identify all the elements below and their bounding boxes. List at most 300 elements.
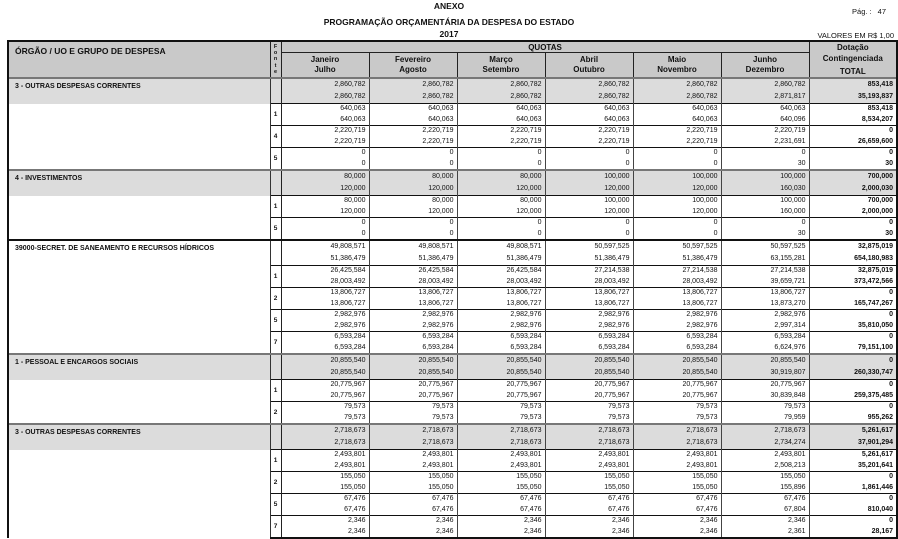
quota-value-first-half: 6,593,284 <box>510 333 542 340</box>
quota-cell <box>457 354 545 380</box>
quota-cell <box>633 472 721 494</box>
quota-value-first-half: 0 <box>537 219 542 226</box>
quota-value-first-half: 26,425,584 <box>418 267 454 274</box>
quota-value-second-half: 2,982,976 <box>686 321 718 329</box>
quota-value-second-half: 51,386,479 <box>418 255 454 262</box>
quota-value-second-half: 2,718,673 <box>510 439 542 446</box>
contingent-value: 700,000 <box>867 197 894 204</box>
quota-value-second-half: 2,220,719 <box>422 137 454 145</box>
fonte-row <box>8 516 897 539</box>
quota-value-first-half: 50,597,525 <box>682 243 718 250</box>
quota-value-second-half: 0 <box>449 159 454 167</box>
quota-value-second-half: 2,220,719 <box>334 137 366 145</box>
quota-cell <box>633 380 721 402</box>
report-title: PROGRAMAÇÃO ORÇAMENTÁRIA DA DESPESA DO ESTADO <box>323 17 575 27</box>
quota-value-first-half: 2,220,719 <box>774 127 806 134</box>
quota-cell <box>545 218 633 241</box>
total-value: 259,375,485 <box>854 391 894 399</box>
quota-value-second-half: 155,050 <box>516 483 542 491</box>
quota-cell <box>545 148 633 171</box>
column-header-month-2 <box>369 53 457 79</box>
quota-value-second-half: 20,855,540 <box>682 369 718 376</box>
quota-value-second-half: 28,003,492 <box>594 277 630 285</box>
fonte-code: 5 <box>270 218 281 241</box>
quota-cell <box>369 218 457 241</box>
quota-value-second-half: 155,050 <box>692 483 718 491</box>
quota-value-first-half: 0 <box>449 219 454 226</box>
quota-value-second-half: 30,839,848 <box>770 391 806 399</box>
quota-value-first-half: 79,573 <box>520 403 542 410</box>
quota-cell <box>281 126 369 148</box>
total-cell <box>809 402 897 425</box>
quota-value-second-half: 20,775,967 <box>594 391 630 399</box>
quota-value-second-half: 67,476 <box>608 505 630 513</box>
page-number: 47 <box>877 7 886 16</box>
quota-value-first-half: 100,000 <box>692 173 718 180</box>
fonte-row <box>8 494 897 516</box>
quota-value-second-half: 2,346 <box>611 527 630 535</box>
quota-value-second-half: 6,593,284 <box>422 343 454 351</box>
quota-value-first-half: 20,855,540 <box>330 357 366 364</box>
row-label: 3 - OUTRAS DESPESAS CORRENTES <box>8 424 270 450</box>
fonte-row <box>8 196 897 218</box>
quota-value-first-half: 67,476 <box>784 495 806 502</box>
quota-value-first-half: 2,493,801 <box>422 451 454 458</box>
total-value: 373,472,566 <box>854 277 894 285</box>
quota-cell <box>281 332 369 355</box>
quota-value-second-half: 13,806,727 <box>594 299 630 307</box>
quota-value-first-half: 155,050 <box>692 473 718 480</box>
month-first-half: Maio <box>667 55 687 64</box>
contingent-value: 700,000 <box>867 173 894 180</box>
row-label <box>8 148 270 171</box>
total-value: 30 <box>885 159 894 167</box>
quota-value-second-half: 2,493,801 <box>686 461 718 469</box>
quota-value-second-half: 79,573 <box>696 413 718 421</box>
quota-value-second-half: 2,346 <box>699 527 718 535</box>
quota-cell <box>721 240 809 266</box>
quota-value-first-half: 155,050 <box>516 473 542 480</box>
quota-value-second-half: 67,476 <box>696 505 718 513</box>
quota-value-second-half: 13,806,727 <box>682 299 718 307</box>
quota-cell <box>545 78 633 104</box>
quota-value-first-half: 100,000 <box>692 197 718 204</box>
fonte-code <box>270 240 281 266</box>
fonte-code: 7 <box>270 516 281 539</box>
quota-cell <box>457 516 545 539</box>
quota-cell <box>457 402 545 425</box>
quota-value-second-half: 155,050 <box>340 483 366 491</box>
total-cell <box>809 266 897 288</box>
quota-value-first-half: 2,493,801 <box>598 451 630 458</box>
quota-value-second-half: 20,775,967 <box>330 391 366 399</box>
quota-value-first-half: 13,806,727 <box>418 289 454 296</box>
fonte-row <box>8 332 897 355</box>
quota-cell <box>633 148 721 171</box>
quota-value-first-half: 80,000 <box>520 197 542 204</box>
quota-cell <box>369 494 457 516</box>
month-second-half: Setembro <box>482 65 520 74</box>
fonte-row <box>8 288 897 310</box>
quota-cell <box>633 170 721 196</box>
fonte-row <box>8 148 897 171</box>
quota-value-second-half: 30,919,807 <box>770 369 806 376</box>
quota-value-first-half: 155,050 <box>604 473 630 480</box>
row-label <box>8 332 270 355</box>
quota-cell <box>633 266 721 288</box>
page-label: Pág. : <box>852 7 872 16</box>
group-row <box>8 78 897 104</box>
page-indicator <box>846 7 886 16</box>
quota-value-second-half: 2,860,782 <box>510 93 542 100</box>
quota-cell <box>369 310 457 332</box>
month-first-half: Abril <box>579 55 599 64</box>
quota-cell <box>457 78 545 104</box>
row-label <box>8 494 270 516</box>
quota-value-first-half: 100,000 <box>780 197 806 204</box>
quota-value-second-half: 2,982,976 <box>334 321 366 329</box>
row-label <box>8 516 270 539</box>
total-value: 2,000,000 <box>861 207 894 215</box>
quota-value-second-half: 0 <box>449 229 454 237</box>
quota-value-second-half: 67,476 <box>520 505 542 513</box>
quota-value-second-half: 640,063 <box>428 115 454 123</box>
quota-cell <box>457 196 545 218</box>
quota-value-second-half: 13,806,727 <box>506 299 542 307</box>
quota-value-first-half: 20,775,967 <box>506 381 542 388</box>
quota-value-first-half: 2,493,801 <box>510 451 542 458</box>
quota-value-first-half: 26,425,584 <box>506 267 542 274</box>
quota-value-second-half: 2,220,719 <box>510 137 542 145</box>
quota-value-second-half: 160,030 <box>780 185 806 192</box>
quota-value-first-half: 2,860,782 <box>334 81 366 88</box>
quota-value-second-half: 120,000 <box>516 207 542 215</box>
row-label <box>8 196 270 218</box>
quota-value-second-half: 28,003,492 <box>506 277 542 285</box>
quota-cell <box>721 266 809 288</box>
quota-cell <box>633 196 721 218</box>
quota-cell <box>545 196 633 218</box>
total-value: 30 <box>885 229 894 237</box>
contingent-value: 0 <box>889 381 894 388</box>
quota-cell <box>545 288 633 310</box>
group-row <box>8 170 897 196</box>
fonte-code: 7 <box>270 332 281 355</box>
quota-cell <box>457 170 545 196</box>
fonte-code <box>270 170 281 196</box>
quota-cell <box>369 472 457 494</box>
quota-value-first-half: 49,808,571 <box>418 243 454 250</box>
month-first-half: Março <box>489 55 513 64</box>
quota-cell <box>721 354 809 380</box>
quota-cell <box>281 472 369 494</box>
quota-value-first-half: 20,775,967 <box>770 381 806 388</box>
quota-cell <box>281 288 369 310</box>
quota-value-first-half: 2,860,782 <box>510 81 542 88</box>
quota-value-first-half: 80,000 <box>432 173 454 180</box>
quota-value-first-half: 0 <box>713 219 718 226</box>
quota-value-second-half: 20,855,540 <box>418 369 454 376</box>
quota-value-second-half: 2,220,719 <box>686 137 718 145</box>
contingent-value: 0 <box>889 289 894 296</box>
quota-value-first-half: 27,214,538 <box>682 267 718 274</box>
total-cell <box>809 424 897 450</box>
quota-cell <box>721 288 809 310</box>
quota-value-first-half: 67,476 <box>608 495 630 502</box>
total-cell <box>809 354 897 380</box>
budget-table <box>7 40 898 539</box>
quota-value-first-half: 100,000 <box>604 197 630 204</box>
quota-value-first-half: 49,808,571 <box>330 243 366 250</box>
quota-value-second-half: 39,659,721 <box>770 277 806 285</box>
quota-value-second-half: 0 <box>625 229 630 237</box>
contingent-value: 5,261,617 <box>861 451 894 458</box>
total-value: 35,201,641 <box>858 461 894 469</box>
quota-cell <box>281 104 369 126</box>
quota-value-first-half: 2,982,976 <box>422 311 454 318</box>
quota-cell <box>545 126 633 148</box>
fonte-row <box>8 266 897 288</box>
row-label: 3 - OUTRAS DESPESAS CORRENTES <box>8 78 270 104</box>
total-value: 810,040 <box>867 505 894 513</box>
column-header-month-4 <box>545 53 633 79</box>
quota-cell <box>369 78 457 104</box>
quota-cell <box>281 402 369 425</box>
group-row <box>8 354 897 380</box>
contingent-value: 32,875,019 <box>858 243 894 250</box>
quota-value-first-half: 100,000 <box>604 173 630 180</box>
quota-cell <box>721 126 809 148</box>
total-header-line3: TOTAL <box>839 67 866 76</box>
quota-value-second-half: 67,476 <box>432 505 454 513</box>
fonte-code: 5 <box>270 494 281 516</box>
row-label <box>8 450 270 472</box>
quota-cell <box>721 332 809 355</box>
quota-value-first-half: 2,860,782 <box>422 81 454 88</box>
contingent-value: 0 <box>889 333 894 340</box>
quota-value-first-half: 20,775,967 <box>418 381 454 388</box>
quota-cell <box>281 240 369 266</box>
total-value: 28,167 <box>871 527 894 535</box>
quota-value-second-half: 0 <box>713 159 718 167</box>
quota-value-first-half: 640,063 <box>780 105 806 112</box>
quota-cell <box>721 310 809 332</box>
quota-value-first-half: 0 <box>361 219 366 226</box>
quota-value-first-half: 20,855,540 <box>594 357 630 364</box>
quota-value-first-half: 155,050 <box>340 473 366 480</box>
quota-value-first-half: 2,982,976 <box>510 311 542 318</box>
row-label <box>8 288 270 310</box>
total-value: 955,262 <box>867 413 894 421</box>
quota-cell <box>369 450 457 472</box>
quota-cell <box>721 494 809 516</box>
quota-value-first-half: 2,860,782 <box>774 81 806 88</box>
quota-value-first-half: 0 <box>449 149 454 156</box>
contingent-value: 853,418 <box>867 81 894 88</box>
quota-value-first-half: 2,346 <box>347 517 366 524</box>
quota-value-second-half: 120,000 <box>604 185 630 192</box>
row-label <box>8 266 270 288</box>
quota-value-second-half: 79,573 <box>608 413 630 421</box>
quota-cell <box>281 450 369 472</box>
quota-value-second-half: 120,000 <box>428 207 454 215</box>
total-cell <box>809 240 897 266</box>
quota-cell <box>369 104 457 126</box>
month-second-half: Agosto <box>399 65 427 74</box>
quota-cell <box>633 218 721 241</box>
quota-value-first-half: 20,855,540 <box>418 357 454 364</box>
quota-value-second-half: 13,806,727 <box>330 299 366 307</box>
quota-value-second-half: 2,997,314 <box>774 321 806 329</box>
quota-cell <box>369 402 457 425</box>
quota-value-first-half: 640,063 <box>604 105 630 112</box>
quota-cell <box>721 516 809 539</box>
total-cell <box>809 104 897 126</box>
quota-cell <box>369 170 457 196</box>
currency-note: VALORES EM R$ 1,00 <box>817 31 894 40</box>
quota-value-first-half: 2,982,976 <box>774 311 806 318</box>
total-value: 37,901,294 <box>858 439 894 446</box>
quota-value-second-half: 640,063 <box>516 115 542 123</box>
quota-cell <box>281 310 369 332</box>
quota-value-first-half: 2,346 <box>435 517 454 524</box>
quota-value-second-half: 6,593,284 <box>686 343 718 351</box>
row-label <box>8 218 270 241</box>
quota-value-second-half: 120,000 <box>340 185 366 192</box>
contingent-value: 0 <box>889 517 894 524</box>
contingent-value: 0 <box>889 403 894 410</box>
month-second-half: Dezembro <box>745 65 785 74</box>
fonte-code: 1 <box>270 266 281 288</box>
quota-cell <box>457 424 545 450</box>
column-header-org: ÓRGÃO / UO E GRUPO DE DESPESA <box>8 41 270 78</box>
quota-value-second-half: 0 <box>625 159 630 167</box>
row-label <box>8 310 270 332</box>
quota-value-second-half: 155,050 <box>428 483 454 491</box>
quota-value-second-half: 2,860,782 <box>598 93 630 100</box>
month-first-half: Fevereiro <box>394 55 432 64</box>
quota-value-second-half: 28,003,492 <box>418 277 454 285</box>
total-cell <box>809 472 897 494</box>
quota-value-second-half: 2,220,719 <box>598 137 630 145</box>
quota-cell <box>545 332 633 355</box>
quota-cell <box>369 266 457 288</box>
quota-value-first-half: 6,593,284 <box>774 333 806 340</box>
quota-value-first-half: 79,573 <box>608 403 630 410</box>
fonte-code <box>270 78 281 104</box>
fonte-code: 1 <box>270 196 281 218</box>
quota-cell <box>721 148 809 171</box>
quota-value-second-half: 640,096 <box>780 115 806 123</box>
quota-value-first-half: 155,050 <box>428 473 454 480</box>
quota-cell <box>281 516 369 539</box>
total-value: 79,151,100 <box>858 343 894 351</box>
quota-value-first-half: 6,593,284 <box>334 333 366 340</box>
quota-value-second-half: 2,860,782 <box>334 93 366 100</box>
quota-value-first-half: 640,063 <box>428 105 454 112</box>
quota-value-second-half: 6,593,284 <box>334 343 366 351</box>
quota-cell <box>281 380 369 402</box>
quota-value-first-half: 0 <box>801 219 806 226</box>
total-cell <box>809 516 897 539</box>
quota-value-second-half: 120,000 <box>340 207 366 215</box>
quota-cell <box>633 494 721 516</box>
quota-cell <box>545 310 633 332</box>
fonte-code: 5 <box>270 310 281 332</box>
quota-value-second-half: 2,493,801 <box>510 461 542 469</box>
quota-value-first-half: 50,597,525 <box>770 243 806 250</box>
quota-value-first-half: 640,063 <box>340 105 366 112</box>
quota-value-second-half: 2,718,673 <box>686 439 718 446</box>
total-cell <box>809 170 897 196</box>
quota-cell <box>281 266 369 288</box>
total-cell <box>809 196 897 218</box>
quota-value-first-half: 155,050 <box>780 473 806 480</box>
quota-cell <box>457 310 545 332</box>
quota-cell <box>369 516 457 539</box>
quota-value-first-half: 0 <box>537 149 542 156</box>
fonte-row <box>8 218 897 241</box>
quota-value-first-half: 26,425,584 <box>330 267 366 274</box>
quota-value-first-half: 20,855,540 <box>770 357 806 364</box>
quota-cell <box>369 354 457 380</box>
fonte-code: 1 <box>270 380 281 402</box>
quota-cell <box>545 402 633 425</box>
quota-cell <box>545 450 633 472</box>
quota-value-first-half: 67,476 <box>432 495 454 502</box>
quota-value-first-half: 2,220,719 <box>422 127 454 134</box>
quota-value-second-half: 640,063 <box>340 115 366 123</box>
quota-value-second-half: 2,346 <box>347 527 366 535</box>
quota-value-first-half: 640,063 <box>516 105 542 112</box>
row-label <box>8 380 270 402</box>
quota-value-first-half: 67,476 <box>344 495 366 502</box>
quota-value-first-half: 13,806,727 <box>594 289 630 296</box>
row-label <box>8 402 270 425</box>
total-cell <box>809 450 897 472</box>
column-header-total <box>809 41 897 78</box>
fonte-code <box>270 354 281 380</box>
quota-value-second-half: 2,982,976 <box>422 321 454 329</box>
quota-cell <box>457 288 545 310</box>
quota-cell <box>457 148 545 171</box>
quota-value-second-half: 13,873,270 <box>770 299 806 307</box>
fonte-row <box>8 126 897 148</box>
quota-cell <box>369 148 457 171</box>
quota-value-first-half: 49,808,571 <box>506 243 542 250</box>
quota-cell <box>545 240 633 266</box>
quota-value-second-half: 120,000 <box>516 185 542 192</box>
total-cell <box>809 332 897 355</box>
quota-value-second-half: 0 <box>537 159 542 167</box>
quota-value-second-half: 28,003,492 <box>682 277 718 285</box>
quota-cell <box>457 266 545 288</box>
quota-value-first-half: 79,573 <box>344 403 366 410</box>
contingent-value: 0 <box>889 495 894 502</box>
quota-value-second-half: 0 <box>361 159 366 167</box>
fonte-code: 1 <box>270 450 281 472</box>
row-label <box>8 126 270 148</box>
quota-value-first-half: 27,214,538 <box>594 267 630 274</box>
quota-value-first-half: 20,775,967 <box>330 381 366 388</box>
total-value: 35,193,837 <box>858 93 894 100</box>
quota-value-first-half: 80,000 <box>344 173 366 180</box>
month-second-half: Outubro <box>573 65 605 74</box>
row-label: 39000-SECRET. DE SANEAMENTO E RECURSOS HÍDRICOS <box>8 240 270 266</box>
quota-value-second-half: 2,860,782 <box>422 93 454 100</box>
quota-value-second-half: 20,855,540 <box>330 369 366 376</box>
quota-value-second-half: 20,775,967 <box>682 391 718 399</box>
